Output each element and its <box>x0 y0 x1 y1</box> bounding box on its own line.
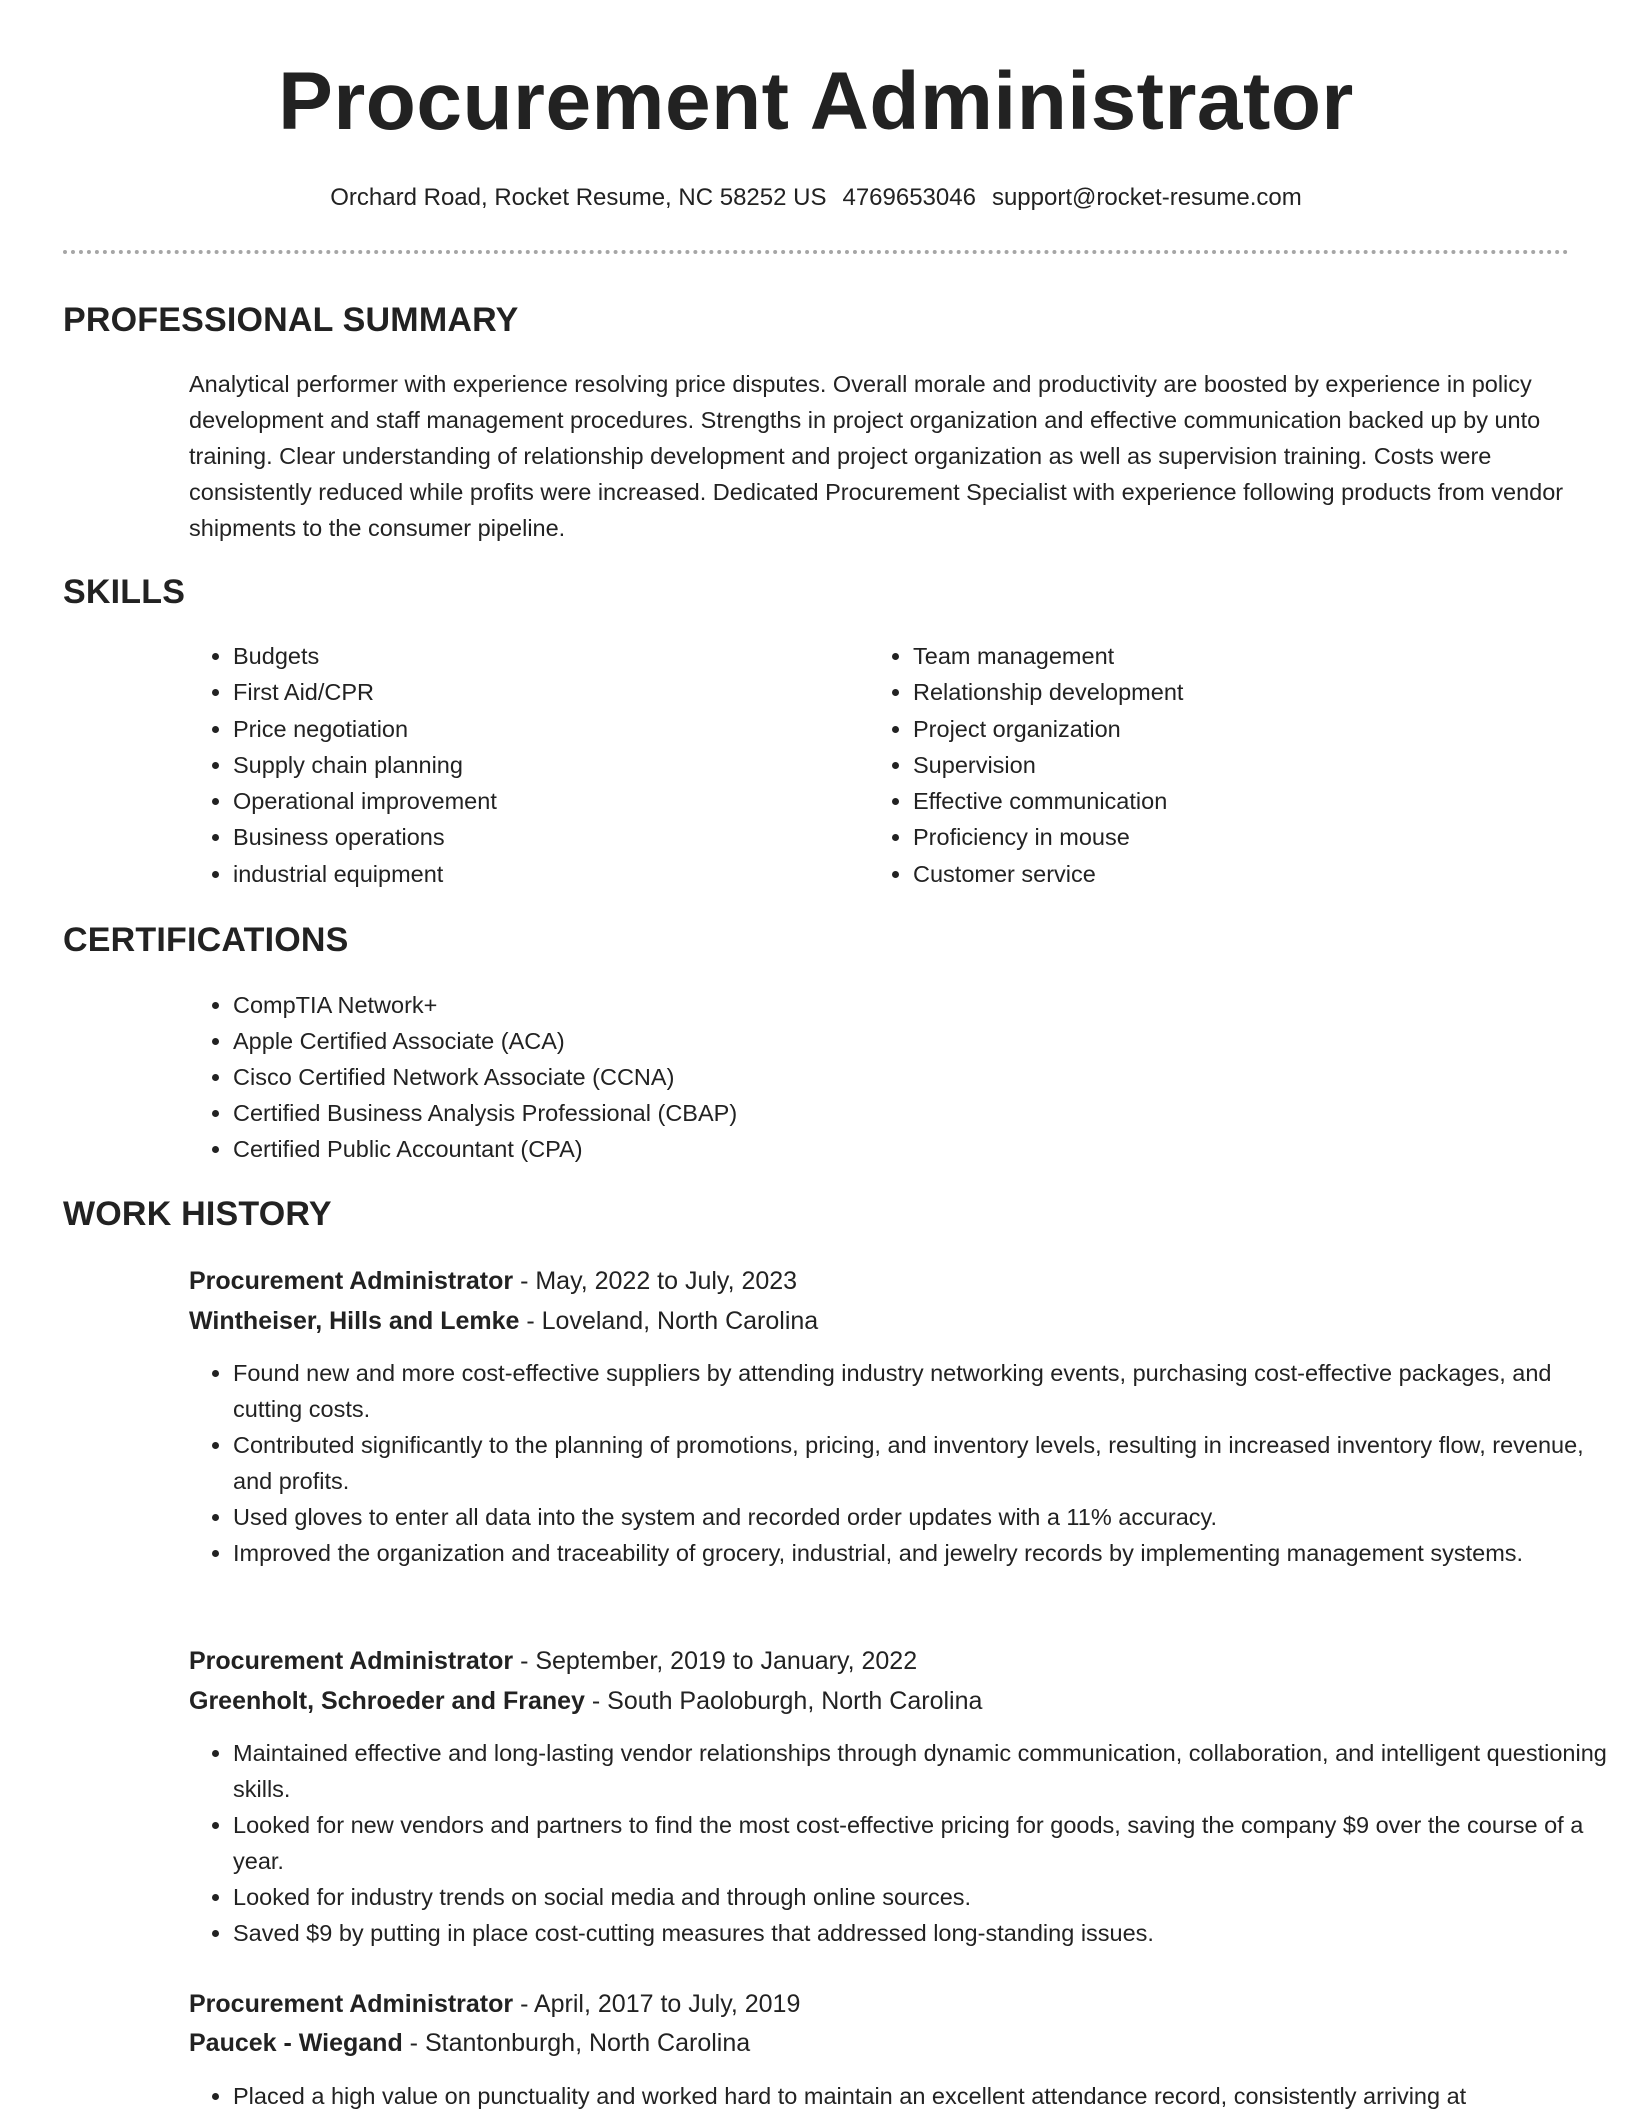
job-title-line <box>189 1263 797 1299</box>
job-bullet: • Saved $9 by putting in place cost-cutting measures that addressed long-standing issues. <box>233 1915 1613 1951</box>
skill-item: • Proficiency in mouse <box>913 819 1183 855</box>
job-bullet: • Looked for new vendors and partners to find the most cost-effective pricing for goods, saving the company $9 over the course of a year. <box>233 1807 1613 1879</box>
skill-item: • Customer service <box>913 856 1183 892</box>
job-location: - Loveland, North Carolina <box>519 1307 819 1335</box>
job-bullet: • Found new and more cost-effective suppliers by attending industry networking events, purchasing cost-effective packages, and cutting costs. <box>233 1355 1613 1427</box>
skill-item: • Business operations <box>233 819 497 855</box>
job-bullet: • Looked for industry trends on social media and through online sources. <box>233 1879 1613 1915</box>
job-company: Wintheiser, Hills and Lemke <box>189 1307 520 1335</box>
summary-text: Analytical performer with experience resolving price disputes. Overall morale and productivity are boosted by experience in policy development and staff management procedures. Strengths in project organization and effective communication backed up by unto training. Clear understanding of relationship development and project organization as well as supervision training. Costs were consistently reduced while profits were increased. Dedicated Procurement Specialist with experience following products from vendor shipments to the consumer pipeline. <box>189 371 1564 541</box>
skills-heading: SKILLS <box>63 573 186 611</box>
job-bullet: • Maintained effective and long-lasting vendor relationships through dynamic communication, collaboration, and intelligent questioning skills. <box>233 1735 1613 1807</box>
skill-item: • Price negotiation <box>233 711 497 747</box>
header-divider <box>63 250 1569 254</box>
job-title-line <box>189 1986 800 2022</box>
job-title-line <box>189 1643 917 1679</box>
job-bullet: • Placed a high value on punctuality and worked hard to maintain an excellent attendance record, consistently arriving at <box>233 2078 1613 2112</box>
job-role: Procurement Administrator <box>189 1990 514 2018</box>
job-dates: - April, 2017 to July, 2019 <box>513 1990 801 2018</box>
skills-list-left <box>189 638 497 892</box>
candidate-name: Procurement Administrator <box>278 56 1354 147</box>
skill-item: • Team management <box>913 638 1183 674</box>
certification-item: • CompTIA Network+ <box>233 987 737 1023</box>
summary-heading: PROFESSIONAL SUMMARY <box>63 301 519 339</box>
job-location: - South Paoloburgh, North Carolina <box>584 1687 983 1715</box>
job-dates: - September, 2019 to January, 2022 <box>513 1647 918 1675</box>
skill-item: • industrial equipment <box>233 856 497 892</box>
job-bullet: • Contributed significantly to the planning of promotions, pricing, and inventory levels, resulting in increased inventory flow, revenue, and profits. <box>233 1427 1613 1499</box>
job-company-line <box>189 2025 750 2061</box>
skill-item: • Supervision <box>913 747 1183 783</box>
skill-item: • Relationship development <box>913 674 1183 710</box>
skill-item: • Effective communication <box>913 783 1183 819</box>
certification-item: • Certified Public Accountant (CPA) <box>233 1131 737 1167</box>
work-history-heading: WORK HISTORY <box>63 1195 332 1233</box>
job-dates: - May, 2022 to July, 2023 <box>513 1267 798 1295</box>
address-text: Orchard Road, Rocket Resume, NC 58252 US <box>330 184 827 211</box>
skill-item: • Project organization <box>913 711 1183 747</box>
job-bullets <box>189 1355 1613 1571</box>
certifications-heading: CERTIFICATIONS <box>63 921 349 959</box>
email-link[interactable]: support@rocket-resume.com <box>991 184 1302 211</box>
phone-text: 4769653046 <box>842 184 976 211</box>
job-company: Greenholt, Schroeder and Franey <box>189 1687 585 1715</box>
skill-item: • Operational improvement <box>233 783 497 819</box>
skill-item: • Supply chain planning <box>233 747 497 783</box>
job-bullet: • Used gloves to enter all data into the system and recorded order updates with a 11% accuracy. <box>233 1499 1613 1535</box>
job-location: - Stantonburgh, North Carolina <box>402 2029 751 2057</box>
certification-item: • Cisco Certified Network Associate (CCNA) <box>233 1059 737 1095</box>
certification-item: • Certified Business Analysis Professional (CBAP) <box>233 1095 737 1131</box>
certifications-list <box>189 987 737 1167</box>
job-company-line <box>189 1683 982 1719</box>
job-role: Procurement Administrator <box>189 1647 514 1675</box>
job-bullets <box>189 1735 1613 1951</box>
skill-item: • First Aid/CPR <box>233 674 497 710</box>
job-company: Paucek - Wiegand <box>189 2029 403 2057</box>
job-company-line <box>189 1303 818 1339</box>
skill-item: • Budgets <box>233 638 497 674</box>
skills-list-right <box>869 638 1183 892</box>
job-role: Procurement Administrator <box>189 1267 514 1295</box>
job-bullets <box>189 2078 1613 2112</box>
job-bullet: • Improved the organization and traceability of grocery, industrial, and jewelry records by implementing management systems. <box>233 1535 1613 1571</box>
certification-item: • Apple Certified Associate (ACA) <box>233 1023 737 1059</box>
contact-line <box>0 180 1632 216</box>
